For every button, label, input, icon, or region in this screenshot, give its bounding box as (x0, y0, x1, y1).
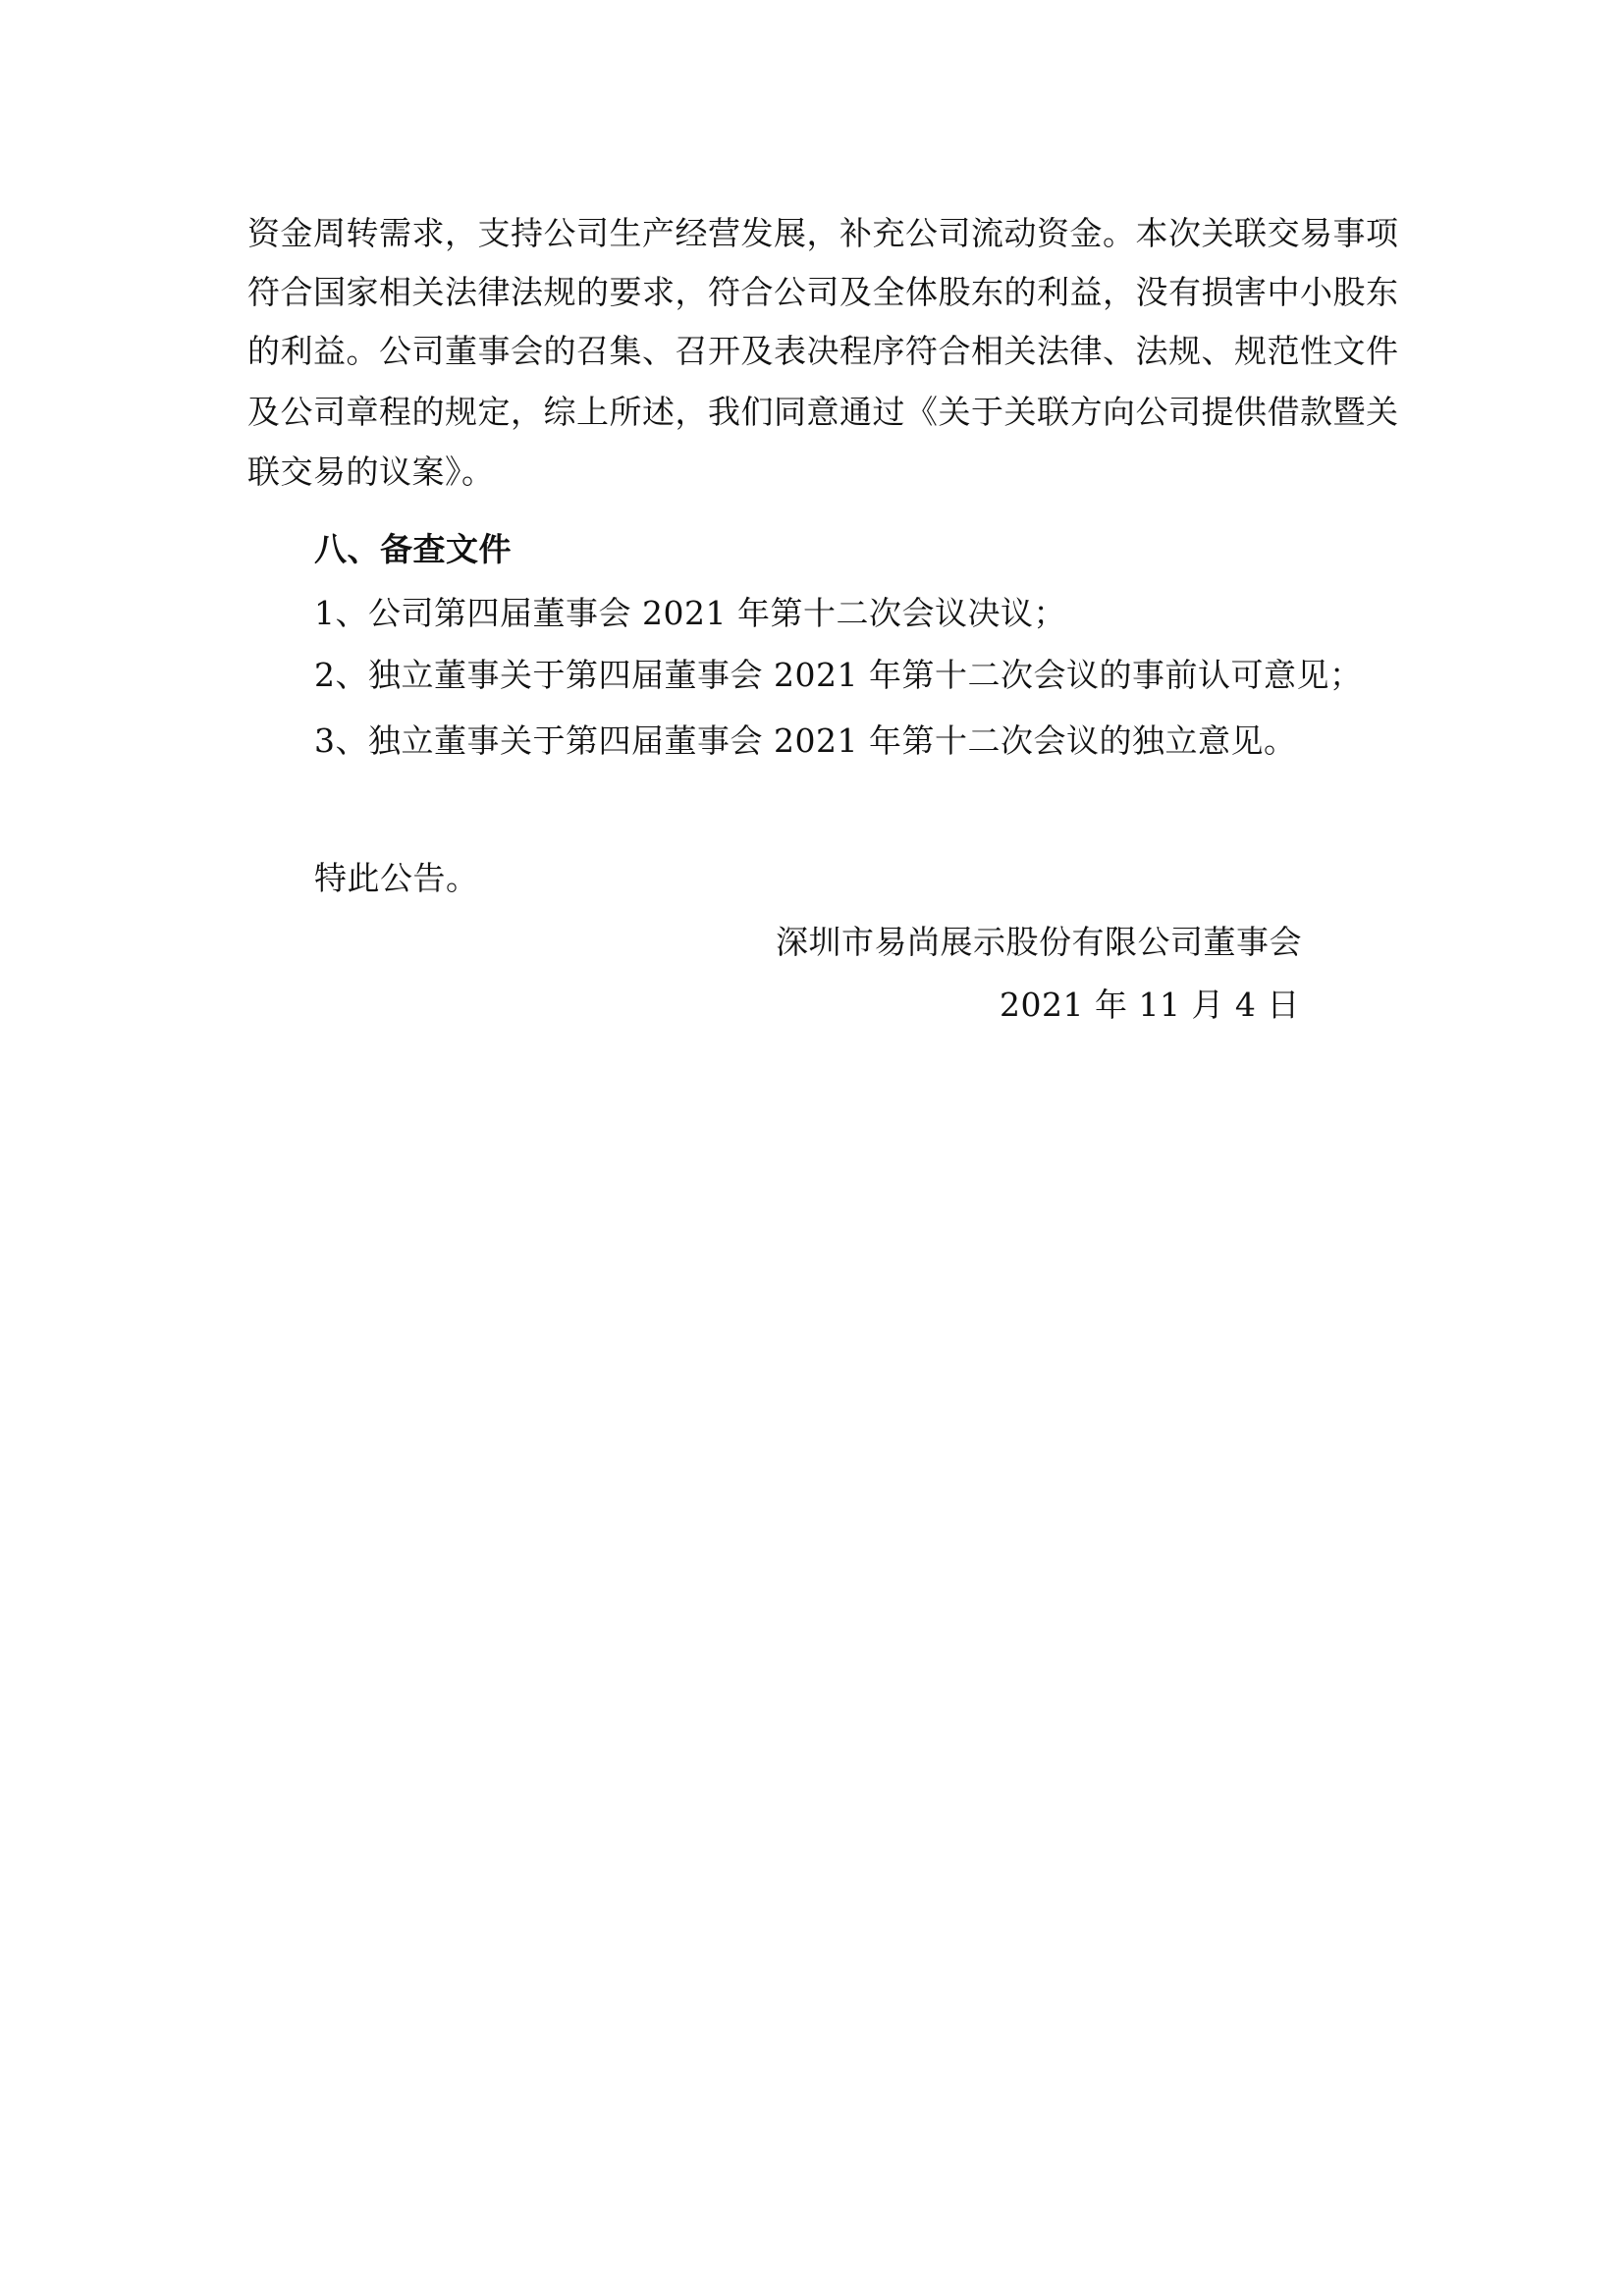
paragraph-line: 符合国家相关法律法规的要求，符合公司及全体股东的利益，没有损害中小股东 (247, 273, 1399, 311)
paragraph-line: 资金周转需求，支持公司生产经营发展，补充公司流动资金。本次关联交易事项 (247, 214, 1399, 252)
section-heading: 八、备查文件 (314, 530, 512, 568)
paragraph-line: 的利益。公司董事会的召集、召开及表决程序符合相关法律、法规、规范性文件 (247, 332, 1399, 370)
reference-file-item: 3、独立董事关于第四届董事会 2021 年第十二次会议的独立意见。 (314, 721, 1297, 760)
closing-statement: 特此公告。 (314, 859, 479, 897)
paragraph-line: 联交易的议案》。 (247, 453, 495, 491)
signature-organization: 深圳市易尚展示股份有限公司董事会 (776, 923, 1302, 961)
signature-date: 2021 年 11 月 4 日 (1000, 986, 1300, 1024)
reference-file-item: 1、公司第四届董事会 2021 年第十二次会议决议； (314, 594, 1066, 632)
reference-file-item: 2、独立董事关于第四届董事会 2021 年第十二次会议的事前认可意见； (314, 656, 1363, 694)
paragraph-line: 及公司章程的规定，综上所述，我们同意通过《关于关联方向公司提供借款暨关 (247, 393, 1399, 431)
